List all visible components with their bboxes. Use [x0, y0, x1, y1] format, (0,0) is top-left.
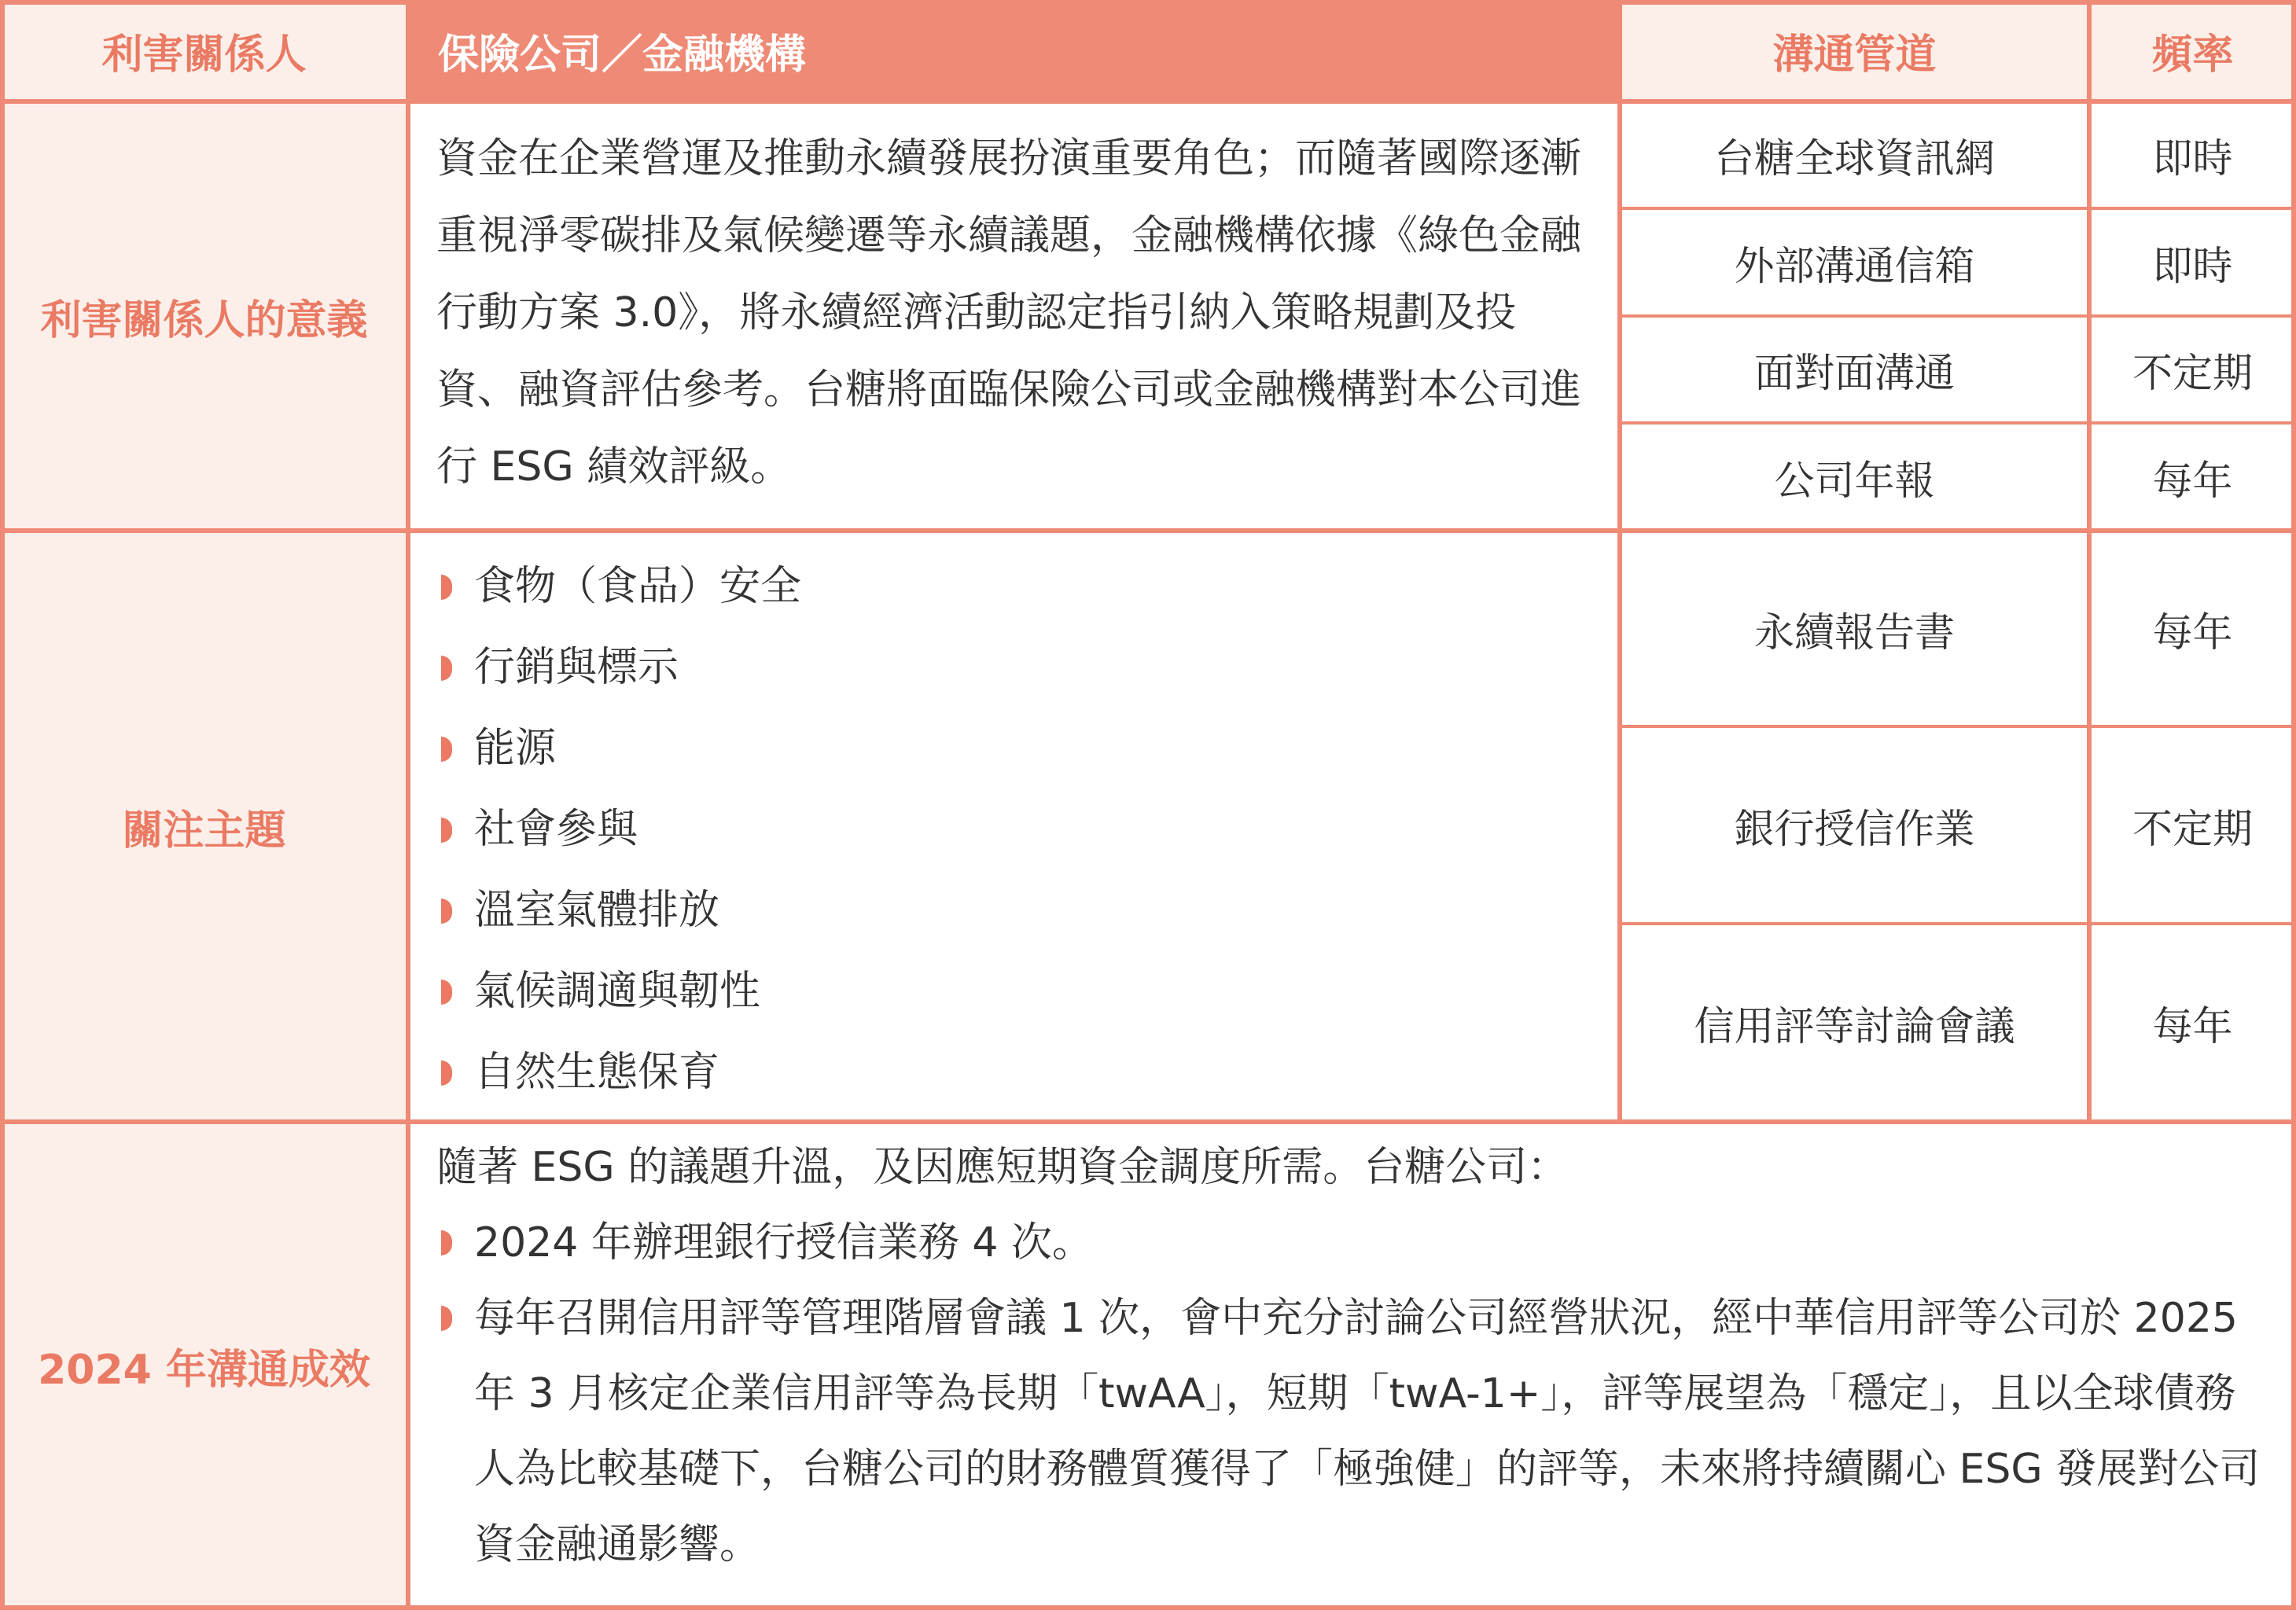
channel-cell: 台糖全球資訊網 — [1620, 101, 2089, 208]
header-frequency: 頻率 — [2089, 0, 2296, 101]
bullet-icon — [441, 1060, 452, 1086]
row-divider — [1620, 207, 2296, 210]
list-item: 行銷與標示 — [429, 627, 1608, 708]
table-border — [2291, 1122, 2296, 1610]
channel-cell: 公司年報 — [1620, 423, 2089, 531]
list-item: 食物（食品）安全 — [429, 546, 1608, 627]
topics-list — [429, 546, 1608, 1112]
list-item: 能源 — [429, 708, 1608, 789]
column-divider — [406, 0, 410, 1610]
row-divider — [1620, 922, 2296, 925]
frequency-cell: 即時 — [2089, 101, 2296, 208]
row-divider — [1620, 421, 2296, 425]
frequency-cell: 每年 — [2089, 924, 2296, 1122]
frequency-cell: 每年 — [2089, 531, 2296, 726]
list-item: 2024 年辦理銀行授信業務 4 次。 — [429, 1205, 2265, 1281]
topics-label: 關注主題 — [0, 531, 408, 1122]
bullet-icon — [441, 575, 452, 600]
row-divider — [0, 1119, 2296, 1124]
row-divider — [1620, 314, 2296, 318]
bullet-icon — [441, 737, 452, 762]
header-channel: 溝通管道 — [1620, 0, 2089, 101]
header-insurer: 保險公司／金融機構 — [408, 0, 1620, 101]
frequency-cell: 不定期 — [2089, 316, 2296, 423]
list-item: 社會參與 — [429, 789, 1608, 870]
bullet-icon — [441, 1306, 452, 1331]
bullet-icon — [441, 899, 452, 924]
results-lead: 隨著 ESG 的議題升溫，及因應短期資金調度所需。台糖公司： — [436, 1144, 1569, 1191]
channel-cell: 面對面溝通 — [1620, 316, 2089, 423]
list-item: 溫室氣體排放 — [429, 870, 1608, 951]
row-divider — [0, 99, 2296, 104]
list-item: 氣候調適與韌性 — [429, 951, 1608, 1032]
frequency-cell: 每年 — [2089, 423, 2296, 531]
results-label: 2024 年溝通成效 — [0, 1122, 408, 1610]
row-divider — [1620, 725, 2296, 728]
channel-cell: 銀行授信作業 — [1620, 726, 2089, 924]
header-stakeholder: 利害關係人 — [0, 0, 408, 101]
table-border — [0, 0, 5, 1610]
column-divider — [2087, 0, 2092, 1124]
bullet-icon — [441, 1230, 452, 1255]
frequency-cell: 不定期 — [2089, 726, 2296, 924]
list-item: 每年召開信用評等管理階層會議 1 次，會中充分討論公司經營狀況，經中華信用評等公司於 2025 年 3 月核定企業信用評等為長期「twAA」，短期「twA-1+」，評等展望為「穩定」，且以全球債務人為比較基礎下，台糖公司的財務體質獲得了「極強健」的評等，未來將持續關心 ESG 發展對公司資金融通影響。 — [429, 1281, 2265, 1582]
bullet-icon — [441, 656, 452, 681]
table-border — [0, 1605, 2296, 1610]
channel-cell: 外部溝通信箱 — [1620, 208, 2089, 316]
results-content — [408, 1122, 2296, 1610]
column-divider — [1617, 0, 1622, 1124]
list-item: 自然生態保育 — [429, 1032, 1608, 1113]
channel-cell: 信用評等討論會議 — [1620, 924, 2089, 1122]
significance-text: 資金在企業營運及推動永續發展扮演重要角色；而隨著國際逐漸重視淨零碳排及氣候變遷等永續議題，金融機構依據《綠色金融行動方案 3.0》，將永續經濟活動認定指引納入策略規劃及投資、融資評估參考。台糖將面臨保險公司或金融機構對本公司進行 ESG 績效評級。 — [436, 135, 1582, 491]
bullet-icon — [441, 818, 452, 843]
row-divider — [0, 528, 2296, 533]
table-border — [0, 0, 2296, 5]
significance-label: 利害關係人的意義 — [0, 101, 408, 531]
frequency-cell: 即時 — [2089, 208, 2296, 316]
channel-cell: 永續報告書 — [1620, 531, 2089, 726]
table-border — [2291, 0, 2296, 1124]
bullet-icon — [441, 980, 452, 1005]
